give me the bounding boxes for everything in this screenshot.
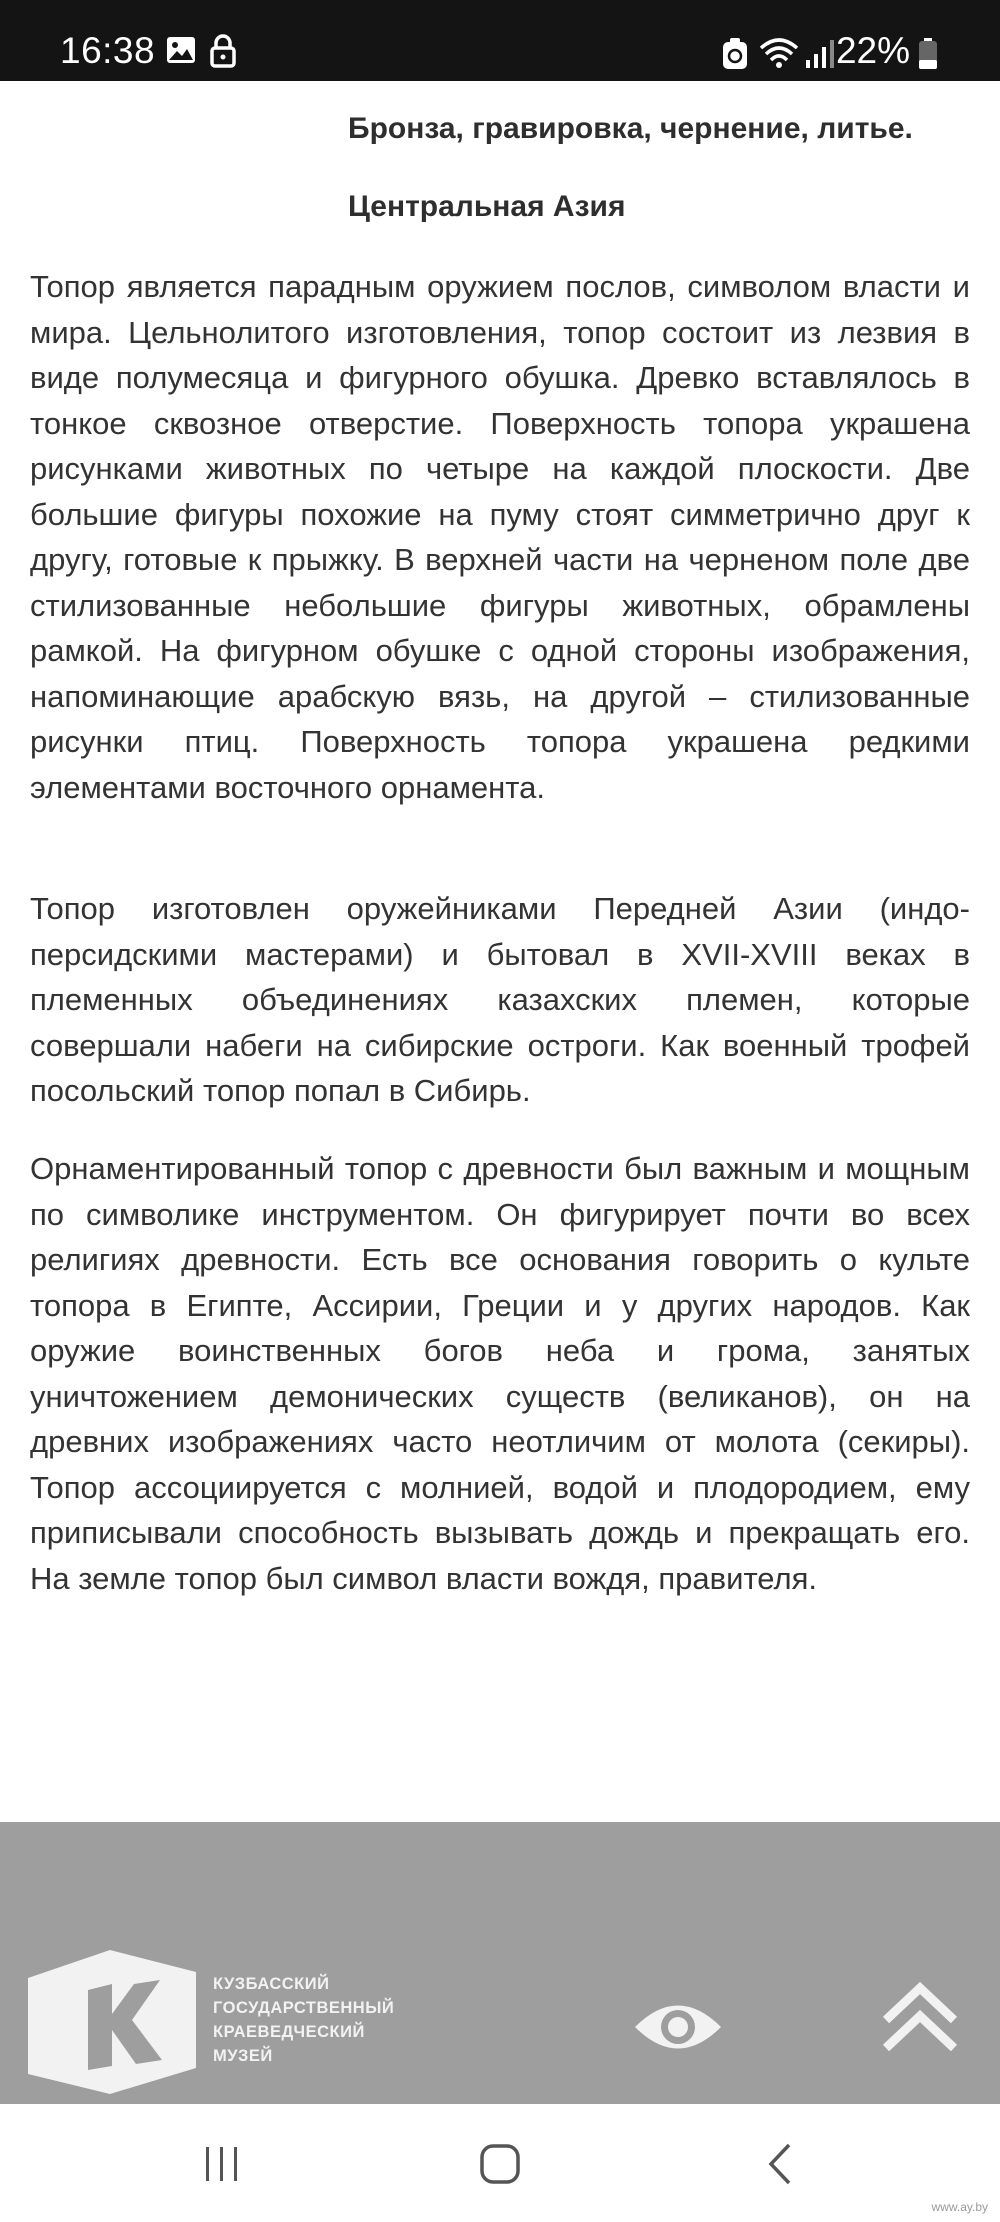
wifi-icon: [758, 36, 800, 75]
article-paragraph: Топор является парадным оружием послов, символом власти и мира. Цельнолитого изготовления, топор состоит из лезвия в виде полумесяца и фигурного обушка. Древко вставлялось в тонкое сквозное отверстие. Поверхность топора украшена рисунками животных по четыре на каждой плоскости. Две большие фигуры похожие на пуму стоят симметрично друг к другу, готовые к прыжку. В верхней части на черненом поле две стилизованные небольшие фигуры животных, обрамлены рамкой. На фигурном обушке с одной стороны изображения, напоминающие арабскую вязь, на другой – стилизованные рисунки птиц. Поверхность топора украшена редкими элементами восточного орнамента.: [30, 269, 970, 805]
home-icon[interactable]: [460, 2134, 540, 2194]
gallery-icon: [166, 36, 196, 69]
article-paragraph: Топор изготовлен оружейниками Передней Азии (индо-персидскими мастерами) и бытовал в XVII-XVIII веках в племенных объединениях казахских племен, которые совершали набеги на сибирские остроги. Как военный трофей посольский топор попал в Сибирь.: [30, 891, 970, 1108]
watermark: www.ay.by: [931, 2200, 988, 2214]
eye-icon[interactable]: [632, 1996, 724, 2063]
battery-icon: [918, 38, 938, 75]
status-bar: [0, 0, 1000, 81]
artifact-region: Центральная Азия: [348, 190, 626, 223]
museum-logo-text: КУЗБАССКИЙ ГОСУДАРСТВЕННЫЙ КРАЕВЕДЧЕСКИЙ МУЗЕЙ: [213, 1975, 395, 2065]
recycle-icon: [722, 38, 748, 75]
site-footer: [0, 1822, 1000, 2104]
lock-icon: [210, 34, 236, 73]
status-time: 16:38: [60, 30, 156, 71]
recent-apps-icon[interactable]: [182, 2134, 262, 2194]
signal-icon: [804, 38, 836, 73]
double-chevron-up-icon[interactable]: [880, 1980, 960, 2061]
artifact-materials: Бронза, гравировка, чернение, литье.: [348, 112, 913, 145]
article-paragraph: Орнаментированный топор с древности был важным и мощным по символике инструментом. Он фигурирует почти во всех религиях древности. Есть все основания говорить о культе топора в Египте, Ассирии, Греции и у других народов. Как оружие воинственных богов неба и грома, занятых уничтожением демонических существ (великанов), он на древних изображениях часто неотличим от молота (секиры). Топор ассоциируется с молнией, водой и плодородием, ему приписывали способность вызывать дождь и прекращать его. На земле топор был символ власти вождя, правителя.: [30, 1151, 970, 1596]
museum-logo[interactable]: [28, 1950, 198, 2099]
back-icon[interactable]: [740, 2134, 820, 2194]
system-nav-bar: [0, 2104, 1000, 2222]
battery-percentage: 22%: [835, 30, 910, 71]
